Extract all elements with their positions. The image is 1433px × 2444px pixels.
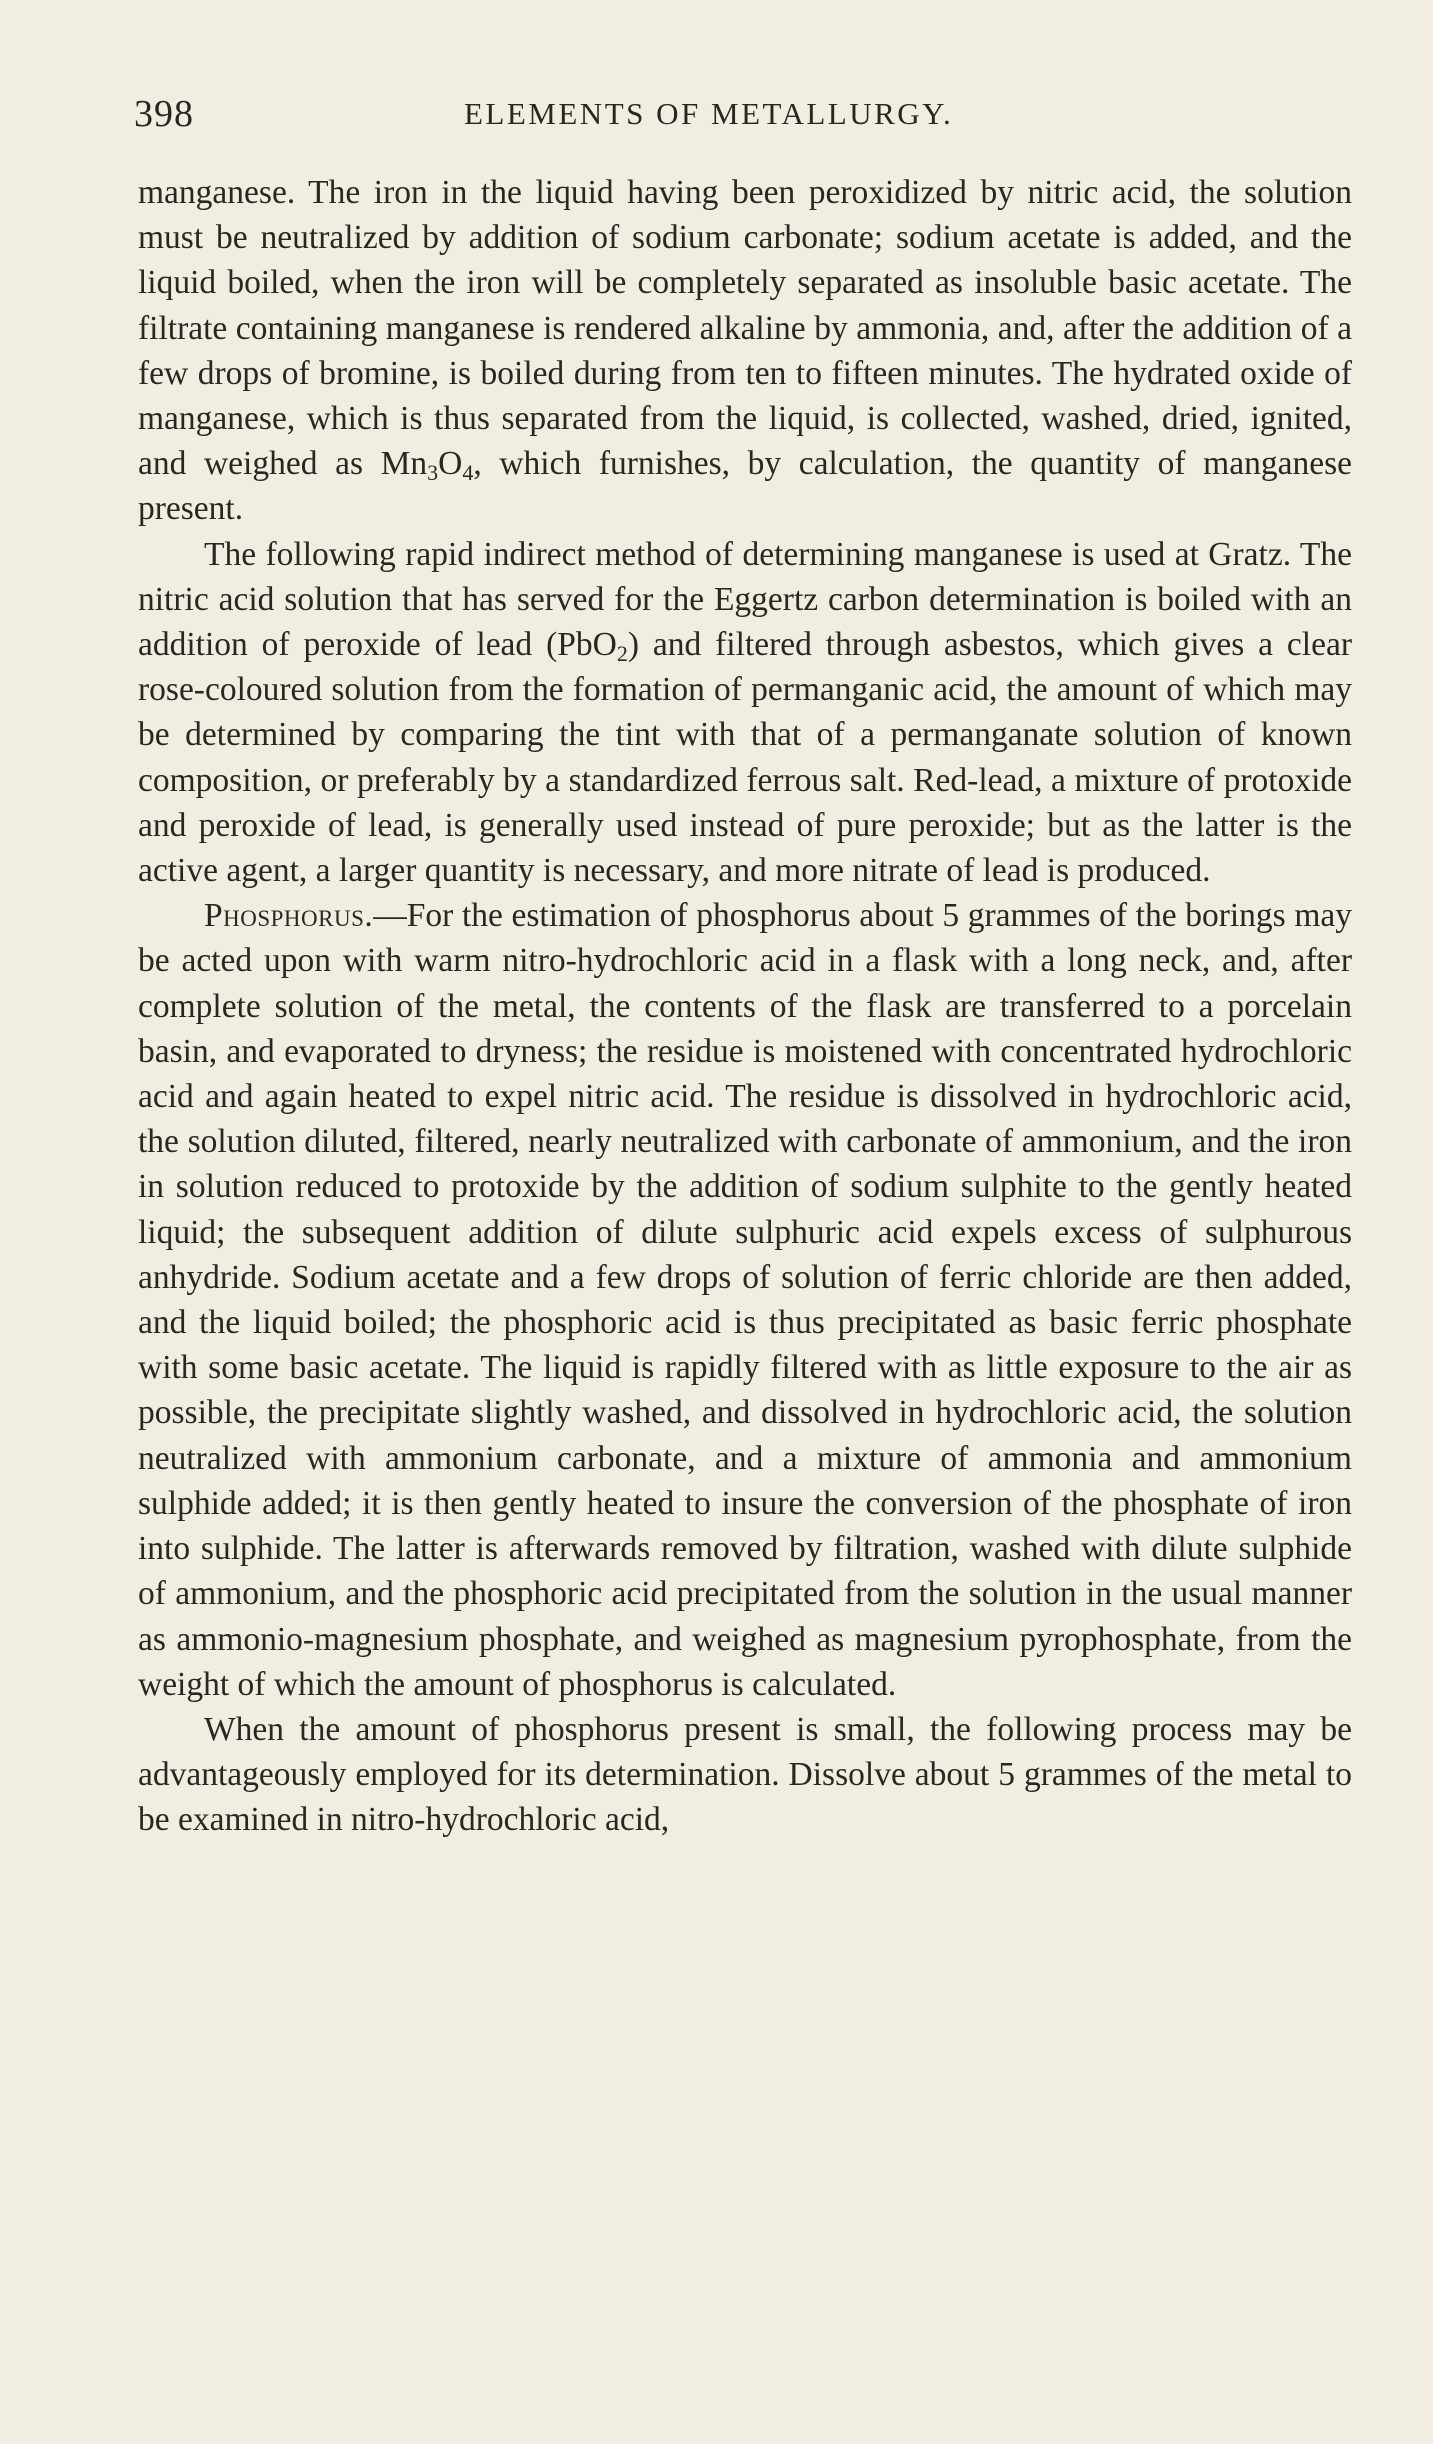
paragraph-manganese-gravimetric [138,170,1352,532]
paragraph-text: , which furnishes, by calculation, the quantity of manganese present. [138,445,1352,528]
paragraph-text: When the amount of phosphorus present is small, the following process may be advantageously employed for its determination. Dissolve about 5 grammes of the metal to be examined in nitro-hydrochloric acid, [138,1710,1352,1839]
formula-mn3o4 [380,445,474,486]
running-head [134,92,1352,142]
formula-element: Mn [380,445,428,483]
formula-subscript: 3 [427,460,439,486]
formula-subscript: 4 [462,460,474,486]
formula-element: O [438,445,463,483]
body-text [138,170,1352,1843]
paragraph-phosphorus-small [138,1707,1352,1843]
paragraph-text: ) and filtered through asbestos, which gives a clear rose-coloured solution from the formation of permanganic acid, the amount of which may be determined by comparing the tint with that of a permanganate solution of known composition, or preferably by a standardized ferrous salt. Red-lead, a mixture of protoxide and peroxide of lead, is generally used instead of pure peroxide; but as the latter is the active agent, a larger quantity is necessary, and more nitrate of lead is produced. [138,626,1352,890]
paragraph-text: —For the estimation of phosphorus about 5 grammes of the borings may be acted upon with warm nitro-hydrochloric acid in a flask with a long neck, and, after complete solution of the metal, the contents of the flask are transferred to a porcelain basin, and evaporated to dryness; the residue is moistened with concentrated hydrochloric acid and again heated to expel nitric acid. The residue is dissolved in hydrochloric acid, the solution diluted, filtered, nearly neutralized with carbonate of ammonium, and the iron in solution reduced to protoxide by the addition of sodium sulphite to the gently heated liquid; the subsequent addition of dilute sulphuric acid expels excess of sulphurous anhydride. Sodium acetate and a few drops of solution of ferric chloride are then added, and the liquid boiled; the phosphoric acid is thus precipitated as basic ferric phosphate with some basic acetate. The liquid is rapidly filtered with as little exposure to the air as possible, the precipitate slightly washed, and dissolved in hydrochloric acid, the solution neutralized with ammonium carbonate, and a mixture of ammonia and ammonium sulphide added; it is then gently heated to insure the conversion of the phosphate of iron into sulphide. The latter is afterwards removed by filtration, washed with dilute sulphide of ammonium, and the phosphoric acid precipitated from the solution in the usual manner as ammonio-magnesium phosphate, and weighed as magnesium pyrophosphate, from the weight of which the amount of phosphorus is calculated. [138,897,1352,1703]
formula-subscript: 2 [616,641,628,667]
section-heading-phosphorus: Phosphorus. [204,897,374,935]
formula-element: PbO [557,626,617,664]
running-title: ELEMENTS OF METALLURGY. [464,96,954,131]
paragraph-text: manganese. The iron in the liquid having been peroxidized by nitric acid, the solution must be neutralized by addition of sodium carbonate; sodium acetate is added, and the liquid boiled, when the iron will be completely separated as insoluble basic acetate. The filtrate containing manganese is rendered alkaline by ammonia, and, after the addition of a few drops of bromine, is boiled during from ten to fifteen minutes. The hydrated oxide of manganese, which is thus separated from the liquid, is collected, washed, dried, ignited, and weighed as [138,174,1352,483]
paragraph-manganese-indirect [138,532,1352,894]
paragraph-phosphorus [138,893,1352,1707]
page-number: 398 [134,93,194,135]
paragraph-text: The following rapid indirect method of determining manganese is used at Gratz. The nitric acid solution that has served for the Eggertz carbon determination is boiled with an addition of peroxide of lead ( [138,535,1352,664]
formula-pbo2 [557,626,628,667]
